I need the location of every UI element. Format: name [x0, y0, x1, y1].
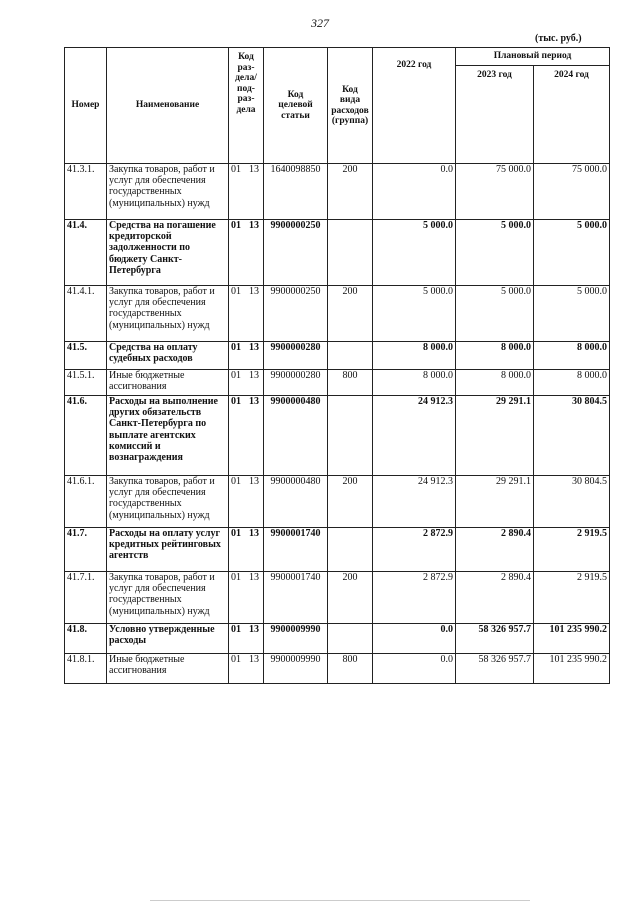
footer-line	[150, 900, 530, 902]
row-value-2022: 8 000.0	[373, 370, 456, 396]
row-name: Закупка товаров, работ и услуг для обеспечения государственных (муниципальных) нужд	[107, 286, 229, 342]
row-value-2023: 2 890.4	[456, 572, 534, 624]
row-section: 01	[231, 164, 241, 175]
header-planned: Плановый период	[456, 48, 610, 66]
row-subsection: 13	[249, 528, 259, 539]
row-value-2023: 2 890.4	[456, 528, 534, 572]
row-expense-type	[328, 220, 373, 286]
row-value-2022: 24 912.3	[373, 476, 456, 528]
row-expense-type: 800	[328, 654, 373, 684]
row-section: 01	[231, 396, 241, 407]
row-target-code: 1640098850	[264, 164, 328, 220]
table-row	[65, 220, 610, 286]
row-expense-type	[328, 396, 373, 476]
row-number: 41.6.1.	[65, 476, 107, 528]
row-value-2024: 8 000.0	[534, 370, 610, 396]
row-value-2022: 5 000.0	[373, 220, 456, 286]
row-number: 41.3.1.	[65, 164, 107, 220]
row-subsection: 13	[249, 572, 259, 583]
table-row	[65, 528, 610, 572]
row-section-code	[229, 342, 264, 370]
row-target-code: 9900000250	[264, 286, 328, 342]
row-name: Иные бюджетные ассигнования	[107, 370, 229, 396]
row-target-code: 9900001740	[264, 528, 328, 572]
row-section: 01	[231, 624, 241, 635]
row-expense-type	[328, 528, 373, 572]
row-value-2024: 75 000.0	[534, 164, 610, 220]
row-name: Закупка товаров, работ и услуг для обеспечения государственных (муниципальных) нужд	[107, 572, 229, 624]
row-value-2023: 29 291.1	[456, 396, 534, 476]
row-number: 41.5.1.	[65, 370, 107, 396]
row-target-code: 9900009990	[264, 624, 328, 654]
row-number: 41.6.	[65, 396, 107, 476]
row-subsection: 13	[249, 220, 259, 231]
header-target: Код целевой статьи	[264, 48, 328, 164]
row-value-2022: 0.0	[373, 654, 456, 684]
row-section-code	[229, 572, 264, 624]
row-value-2023: 75 000.0	[456, 164, 534, 220]
row-section-code	[229, 476, 264, 528]
row-value-2023: 5 000.0	[456, 220, 534, 286]
row-subsection: 13	[249, 342, 259, 353]
row-name: Расходы на выполнение других обязательств Санкт-Петербурга по выплате агентских комиссий и вознаграждения	[107, 396, 229, 476]
row-value-2024: 5 000.0	[534, 286, 610, 342]
row-name: Закупка товаров, работ и услуг для обеспечения государственных (муниципальных) нужд	[107, 164, 229, 220]
budget-table	[64, 47, 610, 684]
row-subsection: 13	[249, 624, 259, 635]
row-number: 41.4.	[65, 220, 107, 286]
row-value-2024: 30 804.5	[534, 396, 610, 476]
row-number: 41.7.	[65, 528, 107, 572]
row-section-code	[229, 286, 264, 342]
row-subsection: 13	[249, 164, 259, 175]
table-row	[65, 286, 610, 342]
row-subsection: 13	[249, 396, 259, 407]
row-section-code	[229, 370, 264, 396]
row-target-code: 9900000280	[264, 342, 328, 370]
table-row	[65, 370, 610, 396]
row-expense-type: 200	[328, 164, 373, 220]
table-row	[65, 164, 610, 220]
table-body	[65, 164, 610, 684]
row-subsection: 13	[249, 286, 259, 297]
row-subsection: 13	[249, 370, 259, 381]
row-section: 01	[231, 528, 241, 539]
row-section-code	[229, 654, 264, 684]
header-section: Код раз- дела/ под- раз- дела	[229, 48, 264, 164]
row-value-2023: 5 000.0	[456, 286, 534, 342]
row-target-code: 9900000250	[264, 220, 328, 286]
row-section: 01	[231, 286, 241, 297]
header-2023: 2023 год	[456, 66, 534, 164]
table-row	[65, 476, 610, 528]
row-section-code	[229, 220, 264, 286]
row-section-code	[229, 396, 264, 476]
table-row	[65, 624, 610, 654]
row-number: 41.5.	[65, 342, 107, 370]
row-name: Расходы на оплату услуг кредитных рейтинговых агентств	[107, 528, 229, 572]
row-target-code: 9900001740	[264, 572, 328, 624]
table-row	[65, 342, 610, 370]
row-target-code: 9900000480	[264, 476, 328, 528]
header-2022: 2022 год	[373, 48, 456, 164]
row-value-2024: 30 804.5	[534, 476, 610, 528]
row-value-2022: 2 872.9	[373, 528, 456, 572]
row-value-2022: 5 000.0	[373, 286, 456, 342]
table-row	[65, 654, 610, 684]
row-value-2024: 5 000.0	[534, 220, 610, 286]
row-target-code: 9900000280	[264, 370, 328, 396]
row-number: 41.8.1.	[65, 654, 107, 684]
row-section: 01	[231, 220, 241, 231]
row-value-2024: 2 919.5	[534, 528, 610, 572]
row-name: Средства на оплату судебных расходов	[107, 342, 229, 370]
row-value-2023: 58 326 957.7	[456, 654, 534, 684]
row-value-2024: 8 000.0	[534, 342, 610, 370]
row-subsection: 13	[249, 654, 259, 665]
row-value-2022: 2 872.9	[373, 572, 456, 624]
row-value-2024: 101 235 990.2	[534, 654, 610, 684]
table-row	[65, 396, 610, 476]
header-2024: 2024 год	[534, 66, 610, 164]
header-number: Номер	[65, 48, 107, 164]
units-label: (тыс. руб.)	[535, 33, 582, 44]
row-name: Иные бюджетные ассигнования	[107, 654, 229, 684]
row-value-2023: 8 000.0	[456, 342, 534, 370]
row-name: Закупка товаров, работ и услуг для обеспечения государственных (муниципальных) нужд	[107, 476, 229, 528]
row-value-2023: 29 291.1	[456, 476, 534, 528]
row-section: 01	[231, 476, 241, 487]
row-expense-type: 200	[328, 286, 373, 342]
row-expense-type	[328, 624, 373, 654]
row-expense-type: 200	[328, 572, 373, 624]
row-expense-type: 800	[328, 370, 373, 396]
row-value-2023: 58 326 957.7	[456, 624, 534, 654]
row-value-2024: 2 919.5	[534, 572, 610, 624]
row-value-2022: 0.0	[373, 164, 456, 220]
row-name: Условно утвержденные расходы	[107, 624, 229, 654]
row-section-code	[229, 624, 264, 654]
header-name: Наименование	[107, 48, 229, 164]
row-value-2024: 101 235 990.2	[534, 624, 610, 654]
row-value-2022: 0.0	[373, 624, 456, 654]
row-section-code	[229, 164, 264, 220]
row-section: 01	[231, 654, 241, 665]
row-section: 01	[231, 342, 241, 353]
row-value-2023: 8 000.0	[456, 370, 534, 396]
row-value-2022: 8 000.0	[373, 342, 456, 370]
row-section-code	[229, 528, 264, 572]
row-expense-type	[328, 342, 373, 370]
row-target-code: 9900000480	[264, 396, 328, 476]
row-section: 01	[231, 370, 241, 381]
row-section: 01	[231, 572, 241, 583]
row-number: 41.7.1.	[65, 572, 107, 624]
page-number: 327	[311, 16, 329, 30]
row-number: 41.4.1.	[65, 286, 107, 342]
row-value-2022: 24 912.3	[373, 396, 456, 476]
row-expense-type: 200	[328, 476, 373, 528]
row-subsection: 13	[249, 476, 259, 487]
row-name: Средства на погашение кредиторской задолженности по бюджету Санкт-Петербурга	[107, 220, 229, 286]
row-target-code: 9900009990	[264, 654, 328, 684]
header-expense-type: Код вида расходов (группа)	[328, 48, 373, 164]
table-row	[65, 572, 610, 624]
row-number: 41.8.	[65, 624, 107, 654]
